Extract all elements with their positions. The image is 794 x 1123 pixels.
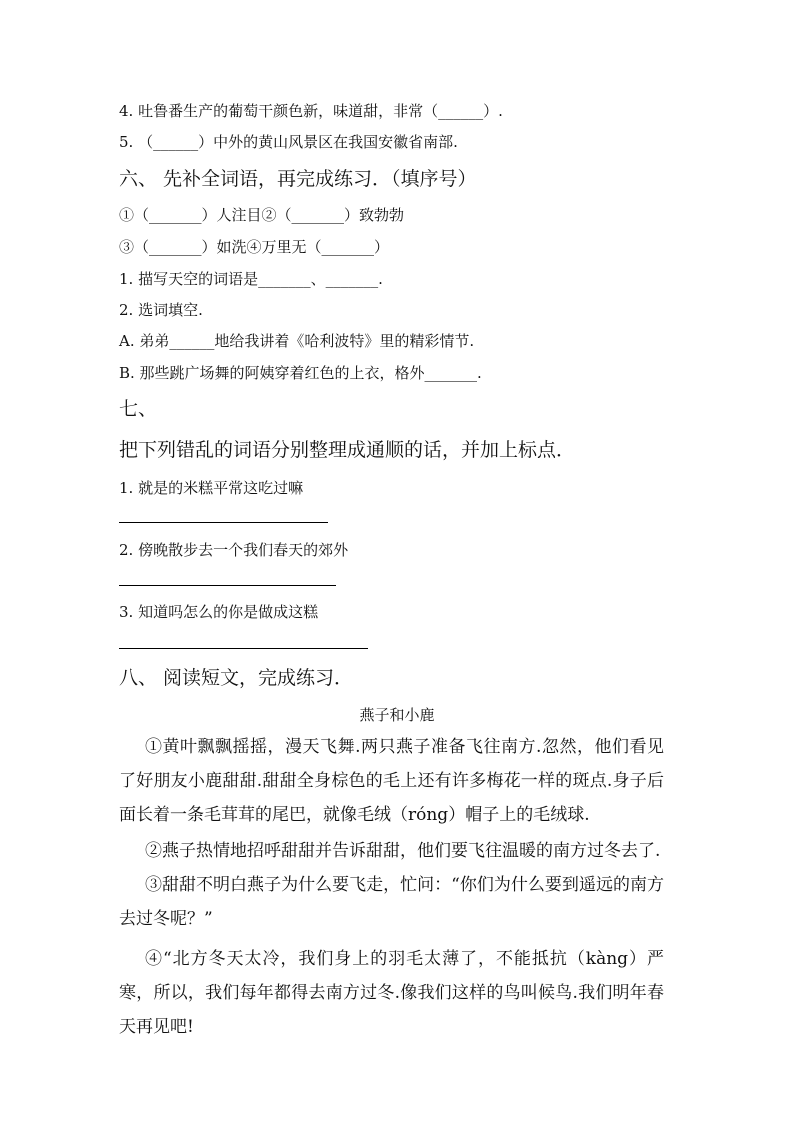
section-7-item-2: 2. 傍晚散步去一个我们春天的郊外 xyxy=(119,541,349,559)
section-7-heading: 把下列错乱的词语分别整理成通顺的话，并加上标点． xyxy=(119,439,576,461)
story-paragraph-4: ④“北方冬天太冷，我们身上的羽毛太薄了，不能抵抗（kàng）严寒，所以，我们每年都得去南方过冬.像我们这样的鸟叫候鸟.我们明年春天再见吧! xyxy=(119,949,664,1037)
story-paragraph-1: ①黄叶飘飘摇摇，漫天飞舞.两只燕子准备飞往南方.忽然，他们看见了好朋友小鹿甜甜.甜甜全身棕色的毛上还有许多梅花一样的斑点.身子后面长着一条毛茸茸的尾巴，就像毛绒（róng）帽子上的毛绒球. xyxy=(119,737,664,825)
answer-line-3[interactable] xyxy=(119,648,368,649)
story-paragraph-2: ②燕子热情地招呼甜甜并告诉甜甜，他们要飞往温暖的南方过冬去了. xyxy=(145,841,661,861)
section-7-number: 七、 xyxy=(119,398,158,420)
section-6-words-1: ①（_______）人注目②（_______）致勃勃 xyxy=(119,206,405,224)
story-title: 燕子和小鹿 xyxy=(359,706,435,724)
section-6-task-1: 1. 描写天空的词语是_______、_______. xyxy=(119,270,383,288)
section-6-task-2: 2. 选词填空. xyxy=(119,301,203,319)
section-6-words-2: ③（_______）如洗④万里无（_______） xyxy=(119,238,390,256)
section-7-item-3: 3. 知道吗怎么的你是做成这糕 xyxy=(119,603,319,621)
section-6-task-a: A. 弟弟______地给我讲着《哈利波特》里的精彩情节. xyxy=(119,332,475,350)
section-7-item-1: 1. 就是的米糕平常这吃过嘛 xyxy=(119,479,304,497)
story-text xyxy=(119,730,664,1044)
section-6-heading: 六、 先补全词语，再完成练习．（填序号） xyxy=(119,168,477,190)
answer-line-1[interactable] xyxy=(119,522,328,523)
question-5: 5. （______）中外的黄山风景区在我国安徽省南部. xyxy=(119,133,458,151)
answer-line-2[interactable] xyxy=(119,585,336,586)
section-6-task-b: B. 那些跳广场舞的阿姨穿着红色的上衣，格外_______. xyxy=(119,364,482,382)
story-paragraph-3: ③甜甜不明白燕子为什么要飞走，忙问：“你们为什么要到遥远的南方去过冬呢？” xyxy=(119,875,664,929)
question-4: 4. 吐鲁番生产的葡萄干颜色新，味道甜，非常（______）. xyxy=(119,102,503,120)
section-8-heading: 八、 阅读短文，完成练习． xyxy=(119,667,354,689)
